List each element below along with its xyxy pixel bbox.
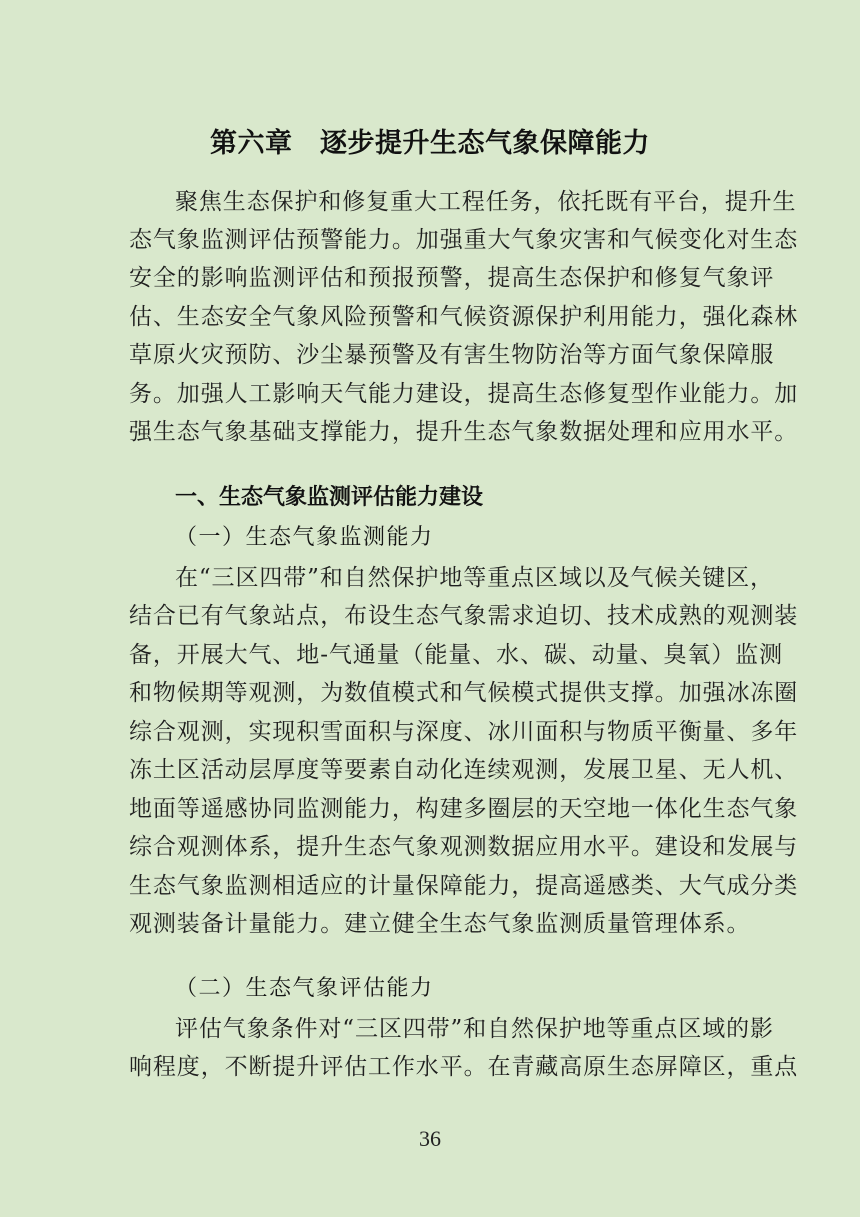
- monitoring-line-8: 综合观测体系，提升生态气象观测数据应用水平。建设和发展与: [129, 834, 799, 860]
- monitoring-line-7: 地面等遥感协同监测能力，构建多圈层的天空地一体化生态气象: [129, 796, 799, 822]
- intro-line-4: 估、生态安全气象风险预警和气候资源保护利用能力，强化森林: [129, 304, 799, 330]
- subsection-heading-assessment: （二）生态气象评估能力: [175, 976, 434, 1001]
- monitoring-line-10: 观测装备计量能力。建立健全生态气象监测质量管理体系。: [129, 911, 751, 937]
- intro-line-1: 聚焦生态保护和修复重大工程任务，依托既有平台，提升生: [175, 189, 797, 215]
- intro-line-7: 强生态气象基础支撑能力，提升生态气象数据处理和应用水平。: [129, 419, 799, 445]
- monitoring-line-2: 结合已有气象站点，布设生态气象需求迫切、技术成熟的观测装: [129, 603, 799, 629]
- monitoring-line-4: 和物候期等观测，为数值模式和气候模式提供支撑。加强冰冻圈: [129, 680, 799, 706]
- subsection-heading-monitoring: （一）生态气象监测能力: [175, 525, 434, 550]
- assessment-line-1: 评估气象条件对“三区四带”和自然保护地等重点区域的影: [175, 1016, 774, 1042]
- monitoring-line-3: 备，开展大气、地-气通量（能量、水、碳、动量、臭氧）监测: [129, 642, 783, 668]
- assessment-line-2: 响程度，不断提升评估工作水平。在青藏高原生态屏障区，重点: [129, 1054, 799, 1080]
- intro-line-3: 安全的影响监测评估和预报预警，提高生态保护和修复气象评: [129, 265, 775, 291]
- monitoring-line-6: 冻土区活动层厚度等要素自动化连续观测，发展卫星、无人机、: [129, 757, 799, 783]
- intro-line-5: 草原火灾预防、沙尘暴预警及有害生物防治等方面气象保障服: [129, 342, 775, 368]
- intro-line-2: 态气象监测评估预警能力。加强重大气象灾害和气候变化对生态: [129, 227, 799, 253]
- monitoring-line-1: 在“三区四带”和自然保护地等重点区域以及气候关键区，: [175, 565, 774, 591]
- monitoring-line-5: 综合观测，实现积雪面积与深度、冰川面积与物质平衡量、多年: [129, 719, 799, 745]
- page-number: 36: [419, 1126, 441, 1151]
- monitoring-line-9: 生态气象监测相适应的计量保障能力，提高遥感类、大气成分类: [129, 873, 799, 899]
- chapter-title: 第六章 逐步提升生态气象保障能力: [210, 128, 650, 159]
- intro-line-6: 务。加强人工影响天气能力建设，提高生态修复型作业能力。加: [129, 381, 799, 407]
- section-heading: 一、生态气象监测评估能力建设: [175, 485, 484, 510]
